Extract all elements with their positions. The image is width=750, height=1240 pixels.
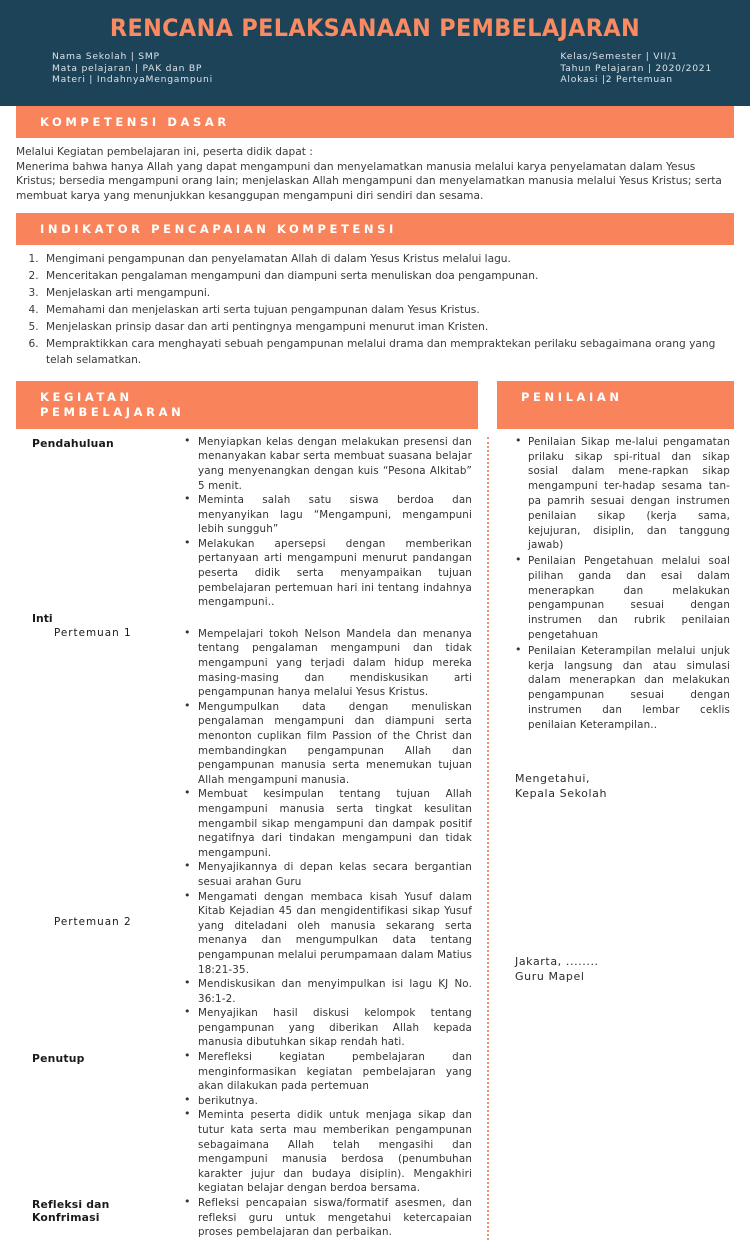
activity-row-pertemuan-2: [16, 890, 478, 1051]
activity-label-refleksi: [16, 1196, 166, 1224]
section-header-kegiatan-pembelajaran: [16, 381, 478, 429]
activity-label-pertemuan-2: Pertemuan 2: [54, 915, 132, 928]
list-item: 4. Memahami dan menjelaskan arti serta tujuan pengampunan dalam Yesus Kristus.: [42, 302, 732, 318]
kegiatan-column: [16, 429, 478, 1240]
meta-mata-pelajaran: Mata pelajaran | PAK dan BP: [52, 62, 203, 74]
signature-kepala-sekolah: Kepala Sekolah: [515, 787, 608, 801]
list-item: • Mendiskusikan dan menyimpulkan isi lagu KJ No. 36:1-2.: [184, 977, 472, 1006]
activity-row-refleksi: [16, 1196, 478, 1240]
list-item: 6. Mempraktikkan cara menghayati sebuah pengampunan melalui drama dan mempraktekan perilaku sebagaimana orang yang telah selamatkan.: [42, 336, 732, 369]
activity-label-pertemuan-1: Pertemuan 1: [54, 626, 132, 639]
signature-block-kepala-sekolah: [499, 771, 734, 802]
activity-label-pendahuluan: Pendahuluan: [32, 436, 114, 450]
list-item: • Meminta salah satu siswa berdoa dan menyanyikan lagu “Mengampuni, mengampuni lebih sungguh”: [184, 493, 472, 537]
list-item: • Penilaian Sikap me-lalui pengamatan prilaku sikap spi-ritual dan sikap sosial dalam mene-rapkan sikap mengampuni ter-hadap sesama tan-pa pamrih sesuai dengan instrumen penilaian sikap (kerja sama, kejujuran, disiplin, dan tanggung jawab): [515, 435, 730, 553]
activity-label-penutup: Penutup: [32, 1052, 85, 1066]
kompetensi-dasar-intro: Melalui Kegiatan pembelajaran ini, peserta didik dapat :: [16, 146, 313, 158]
activity-bullets-pendahuluan: [166, 429, 478, 610]
refleksi-label-line2: Konfrimasi: [32, 1211, 100, 1224]
meta-nama-sekolah: Nama Sekolah | SMP: [52, 51, 160, 62]
list-item: • Mempelajari tokoh Nelson Mandela dan menanya tentang pengalaman mengampuni dan tidak mengampuni yang terjadi dalam hidup mereka masing-masing dan mendiskusikan arti pengampunan hanya melalui Yesus Kristus.: [184, 627, 472, 700]
section-header-indikator: INDIKATOR PENCAPAIAN KOMPETENSI: [16, 213, 734, 245]
list-item: • Menyajikan hasil diskusi kelompok tentang pengampunan yang diberikan Allah kepada manusia dibutuhkan sikap rendah hati.: [184, 1006, 472, 1050]
activity-assessment-body: [16, 429, 734, 1240]
meta-kelas-semester: Kelas/Semester | VII/1: [560, 51, 678, 62]
activity-row-pendahuluan: [16, 429, 478, 610]
kompetensi-dasar-text: Menerima bahwa hanya Allah yang dapat mengampuni dan menyelamatkan manusia melalui karya penyelamatan dalam Yesus Kristus; bersedia mengampuni orang lain; menjelaskan Allah mengampuni dan menyelamatkan manusia melalui Yesus Kristus; serta membuat karya yang menunjukkan kesanggupan mengampuni diri sendiri dan sesama.: [16, 160, 722, 202]
refleksi-label-line1: Refleksi dan: [32, 1198, 110, 1211]
meta-materi: Materi | IndahnyaMengampuni: [52, 74, 213, 86]
list-item: 2. Menceritakan pengalaman mengampuni dan diampuni serta menuliskan doa pengampunan.: [42, 268, 732, 284]
document-header: [0, 0, 750, 106]
activity-bullets-penutup: [166, 1050, 478, 1196]
list-item: • Menyajikannya di depan kelas secara bergantian sesuai arahan Guru: [184, 860, 472, 889]
kompetensi-dasar-body: [0, 138, 750, 203]
list-item: • berikutnya.: [184, 1094, 472, 1109]
list-item: • Mengamati dengan membaca kisah Yusuf dalam Kitab Kejadian 45 dan mengidentifikasi sikap Yusuf yang diteladani oleh manusia sekarang serta menanya dan mengumpulkan data tentang pengampunan melalui perumpamaan dalam Matius 18:21-35.: [184, 890, 472, 978]
kegiatan-bar-line2: PEMBELAJARAN: [40, 404, 185, 419]
signature-block-guru-mapel: [499, 954, 734, 985]
activity-label-inti: Inti: [32, 611, 53, 625]
activity-bullets-pertemuan-2: [166, 890, 478, 1051]
signature-mengetahui: Mengetahui,: [515, 771, 591, 785]
indikator-list: [0, 251, 750, 368]
activity-row-pertemuan-1: [16, 625, 478, 890]
list-item: • Membuat kesimpulan tentang tujuan Allah mengampuni manusia serta tingkat kesulitan mengambil sikap mengampuni dan dampak positif negatifnya dari tindakan mengampuni dan tidak mengampuni.: [184, 787, 472, 860]
header-meta-right: [560, 51, 732, 86]
signature-guru-mapel: Guru Mapel: [515, 970, 585, 984]
activity-bullets-refleksi: [166, 1196, 478, 1240]
section-header-kompetensi-dasar: KOMPETENSI DASAR: [16, 106, 734, 138]
list-item: • Refleksi pencapaian siswa/formatif asesmen, dan refleksi guru untuk mengetahui ketercapaian proses pembelajaran dan perbaikan.: [184, 1196, 472, 1240]
list-item: • Melakukan apersepsi dengan memberikan pertanyaan arti mengampuni menurut pandangan peserta didik serta menyampaikan tujuan pembelajaran pertemuan hari ini tentang indahnya mengampuni..: [184, 537, 472, 610]
column-divider: [478, 429, 497, 1240]
list-item: • Menyiapkan kelas dengan melakukan presensi dan menanyakan kabar serta membuat suasana belajar yang menyenangkan dengan kuis “Pesona Alkitab” 5 menit.: [184, 435, 472, 493]
list-item: • Penilaian Keterampilan melalui unjuk kerja langsung dan atau simulasi dalam menerapkan dan melakukan pengampunan sesuai dengan instrumen dan lembar ceklis penilaian Keterampilan..: [515, 644, 730, 733]
list-item: 5. Menjelaskan prinsip dasar dan arti pentingnya mengampuni menurut iman Kristen.: [42, 319, 732, 335]
activity-bullets-pertemuan-1: [166, 625, 478, 890]
penilaian-column: [497, 429, 734, 1240]
list-item: 3. Menjelaskan arti mengampuni.: [42, 285, 732, 301]
meta-alokasi: Alokasi |2 Pertemuan: [560, 74, 673, 86]
kegiatan-bar-line1: KEGIATAN: [40, 389, 133, 404]
list-item: 1. Mengimani pengampunan dan penyelamatan Allah di dalam Yesus Kristus melalui lagu.: [42, 251, 732, 267]
list-item: • Penilaian Pengetahuan melalui soal pilihan ganda dan esai dalam menerapkan dan melakukan pengampunan sesuai dengan instrumen dan rubrik penilaian pengetahuan: [515, 554, 730, 643]
header-meta-left: [52, 51, 213, 86]
activity-row-penutup: [16, 1050, 478, 1196]
page-title: RENCANA PELAKSANAAN PEMBELAJARAN: [109, 14, 641, 42]
list-item: • Mengumpulkan data dengan menuliskan pengalaman mengampuni dan diampuni serta menonton cuplikan film Passion of the Christ dan membandingkan pengampunan Allah dan pengampunan manusia serta menemukan tujuan Allah mengampuni manusia.: [184, 700, 472, 788]
penilaian-list: [499, 435, 734, 733]
meta-tahun-pelajaran: Tahun Pelajaran | 2020/2021: [560, 62, 712, 74]
section-header-penilaian: PENILAIAN: [497, 381, 734, 429]
list-item: • Merefleksi kegiatan pembelajaran dan menginformasikan kegiatan pembelajaran yang akan dilakukan pada pertemuan: [184, 1050, 472, 1094]
list-item: • Meminta peserta didik untuk menjaga sikap dan tutur kata serta mau memberikan pengampunan sebagaimana Allah telah mengasihi dan mengampuni manusia berdosa (penumbuhan karakter jujur dan budaya disiplin). Mengakhiri kegiatan belajar dengan berdoa bersama.: [184, 1108, 472, 1196]
signature-place-date: Jakarta, ........: [515, 954, 599, 968]
header-meta: [0, 42, 750, 86]
activity-assessment-headers: [16, 381, 734, 429]
